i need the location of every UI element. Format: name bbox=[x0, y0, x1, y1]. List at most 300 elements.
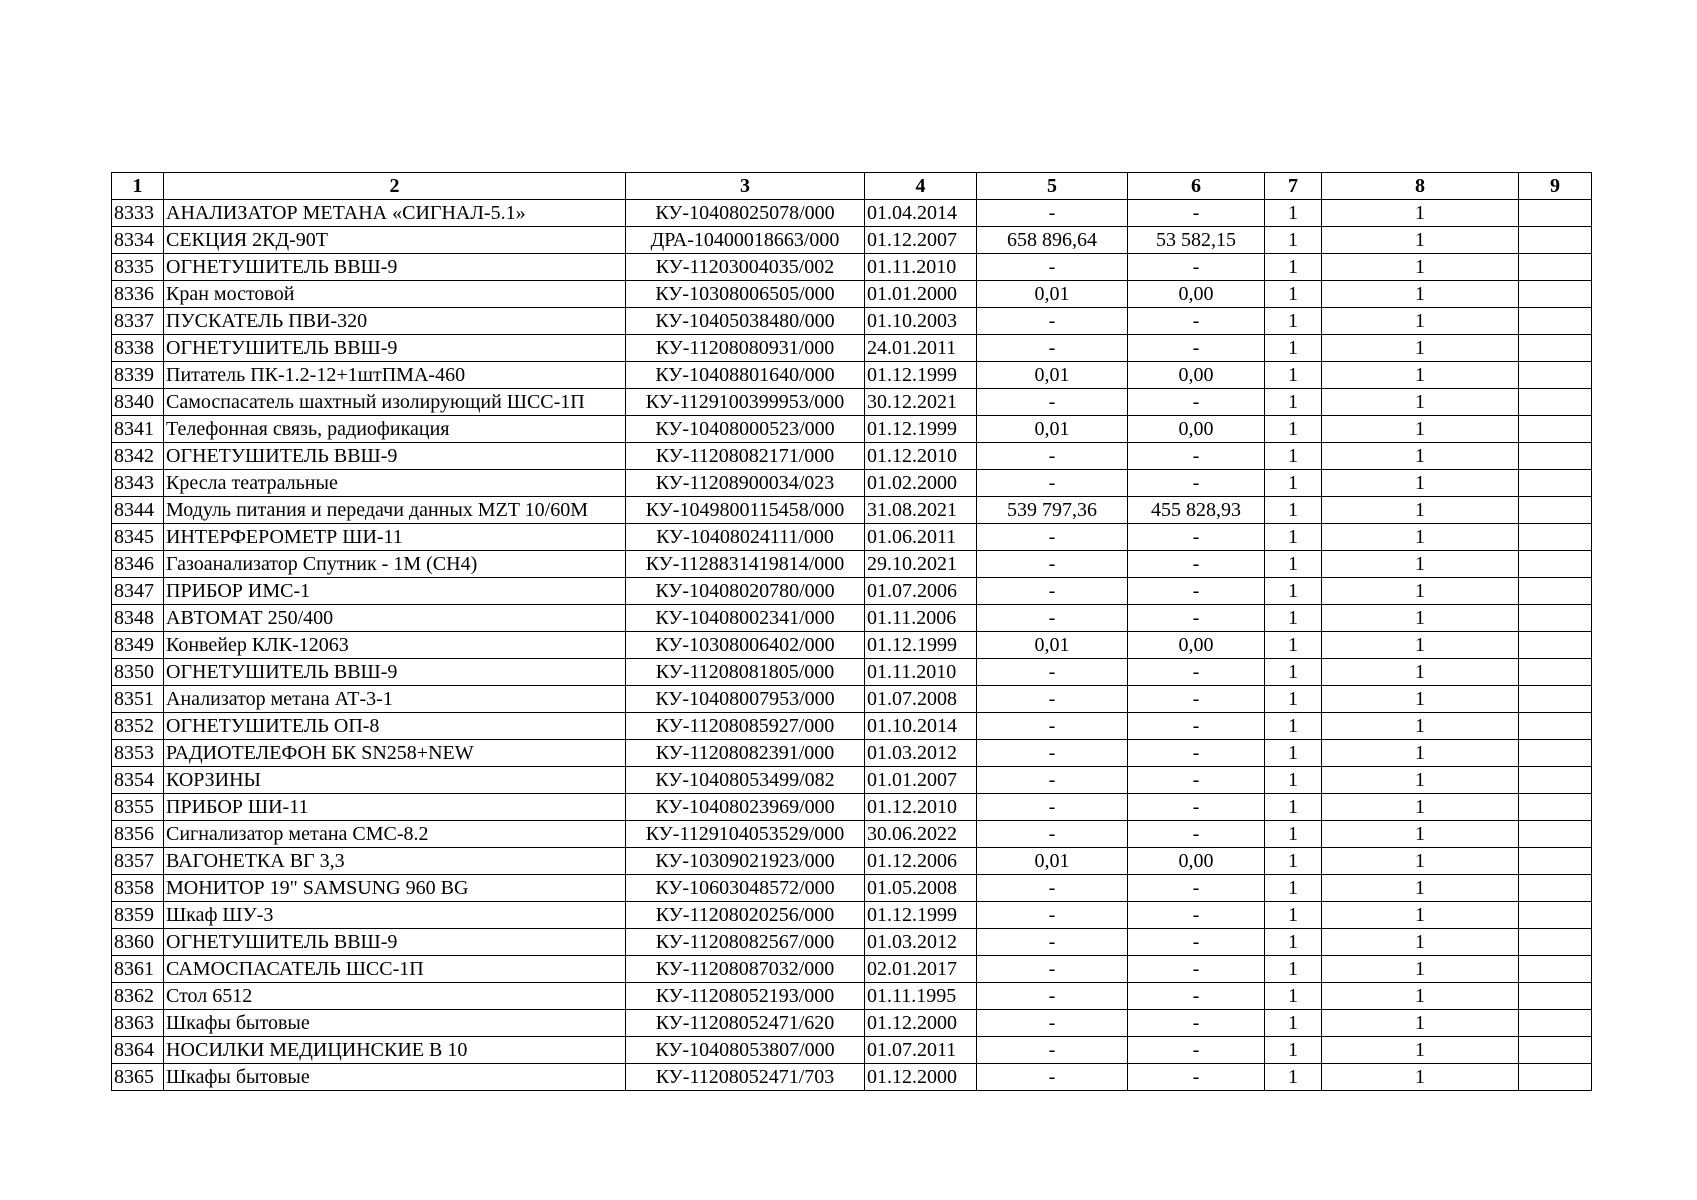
quantity-2-cell: 1 bbox=[1322, 578, 1519, 605]
residual-value-cell: - bbox=[1128, 875, 1265, 902]
item-name-cell: Конвейер КЛК-12063 bbox=[164, 632, 626, 659]
table-row bbox=[112, 848, 1592, 875]
quantity-1-cell: 1 bbox=[1265, 497, 1322, 524]
cost-cell: - bbox=[977, 254, 1128, 281]
table-row bbox=[112, 983, 1592, 1010]
item-name-cell: ПУСКАТЕЛЬ ПВИ-320 bbox=[164, 308, 626, 335]
date-cell: 01.12.2007 bbox=[865, 227, 977, 254]
quantity-1-cell: 1 bbox=[1265, 875, 1322, 902]
table-row bbox=[112, 362, 1592, 389]
cost-cell: - bbox=[977, 551, 1128, 578]
note-cell bbox=[1519, 659, 1592, 686]
date-cell: 01.12.2000 bbox=[865, 1064, 977, 1091]
date-cell: 01.12.2006 bbox=[865, 848, 977, 875]
cost-cell: - bbox=[977, 200, 1128, 227]
note-cell bbox=[1519, 767, 1592, 794]
inventory-number-cell: КУ-11208020256/000 bbox=[626, 902, 865, 929]
item-name-cell: ВАГОНЕТКА ВГ 3,3 bbox=[164, 848, 626, 875]
date-cell: 01.12.1999 bbox=[865, 632, 977, 659]
item-name-cell: ОГНЕТУШИТЕЛЬ ВВШ-9 bbox=[164, 254, 626, 281]
residual-value-cell: - bbox=[1128, 335, 1265, 362]
column-header-5: 5 bbox=[977, 173, 1128, 200]
table-row bbox=[112, 524, 1592, 551]
row-number-cell: 8335 bbox=[112, 254, 164, 281]
row-number-cell: 8360 bbox=[112, 929, 164, 956]
date-cell: 24.01.2011 bbox=[865, 335, 977, 362]
row-number-cell: 8361 bbox=[112, 956, 164, 983]
table-row bbox=[112, 956, 1592, 983]
row-number-cell: 8362 bbox=[112, 983, 164, 1010]
inventory-number-cell: КУ-10408007953/000 bbox=[626, 686, 865, 713]
residual-value-cell: 455 828,93 bbox=[1128, 497, 1265, 524]
item-name-cell: Шкафы бытовые bbox=[164, 1010, 626, 1037]
cost-cell: - bbox=[977, 524, 1128, 551]
inventory-number-cell: КУ-11208052471/620 bbox=[626, 1010, 865, 1037]
table-row bbox=[112, 740, 1592, 767]
residual-value-cell: - bbox=[1128, 1037, 1265, 1064]
inventory-number-cell: КУ-10308006402/000 bbox=[626, 632, 865, 659]
note-cell bbox=[1519, 416, 1592, 443]
inventory-number-cell: КУ-10408801640/000 bbox=[626, 362, 865, 389]
table-row bbox=[112, 200, 1592, 227]
row-number-cell: 8348 bbox=[112, 605, 164, 632]
date-cell: 01.12.1999 bbox=[865, 362, 977, 389]
note-cell bbox=[1519, 632, 1592, 659]
quantity-1-cell: 1 bbox=[1265, 767, 1322, 794]
row-number-cell: 8354 bbox=[112, 767, 164, 794]
inventory-number-cell: КУ-11208087032/000 bbox=[626, 956, 865, 983]
table-row bbox=[112, 605, 1592, 632]
row-number-cell: 8341 bbox=[112, 416, 164, 443]
quantity-1-cell: 1 bbox=[1265, 929, 1322, 956]
date-cell: 01.07.2008 bbox=[865, 686, 977, 713]
note-cell bbox=[1519, 875, 1592, 902]
cost-cell: - bbox=[977, 875, 1128, 902]
cost-cell: 0,01 bbox=[977, 416, 1128, 443]
table-row bbox=[112, 713, 1592, 740]
cost-cell: - bbox=[977, 335, 1128, 362]
row-number-cell: 8339 bbox=[112, 362, 164, 389]
header-row bbox=[112, 173, 1592, 200]
table-row bbox=[112, 497, 1592, 524]
note-cell bbox=[1519, 713, 1592, 740]
column-header-4: 4 bbox=[865, 173, 977, 200]
quantity-2-cell: 1 bbox=[1322, 848, 1519, 875]
cost-cell: - bbox=[977, 308, 1128, 335]
date-cell: 01.12.1999 bbox=[865, 902, 977, 929]
cost-cell: - bbox=[977, 821, 1128, 848]
table-body bbox=[112, 200, 1592, 1091]
residual-value-cell: 53 582,15 bbox=[1128, 227, 1265, 254]
table-row bbox=[112, 1064, 1592, 1091]
quantity-2-cell: 1 bbox=[1322, 929, 1519, 956]
row-number-cell: 8364 bbox=[112, 1037, 164, 1064]
note-cell bbox=[1519, 740, 1592, 767]
table-row bbox=[112, 281, 1592, 308]
column-header-1: 1 bbox=[112, 173, 164, 200]
quantity-2-cell: 1 bbox=[1322, 308, 1519, 335]
quantity-2-cell: 1 bbox=[1322, 335, 1519, 362]
item-name-cell: Стол 6512 bbox=[164, 983, 626, 1010]
residual-value-cell: - bbox=[1128, 254, 1265, 281]
date-cell: 01.01.2000 bbox=[865, 281, 977, 308]
quantity-2-cell: 1 bbox=[1322, 389, 1519, 416]
residual-value-cell: - bbox=[1128, 821, 1265, 848]
quantity-2-cell: 1 bbox=[1322, 200, 1519, 227]
note-cell bbox=[1519, 1010, 1592, 1037]
column-header-3: 3 bbox=[626, 173, 865, 200]
quantity-1-cell: 1 bbox=[1265, 983, 1322, 1010]
note-cell bbox=[1519, 524, 1592, 551]
row-number-cell: 8343 bbox=[112, 470, 164, 497]
note-cell bbox=[1519, 227, 1592, 254]
quantity-2-cell: 1 bbox=[1322, 524, 1519, 551]
item-name-cell: ОГНЕТУШИТЕЛЬ ВВШ-9 bbox=[164, 335, 626, 362]
item-name-cell: Анализатор метана АТ-3-1 bbox=[164, 686, 626, 713]
date-cell: 01.11.1995 bbox=[865, 983, 977, 1010]
quantity-1-cell: 1 bbox=[1265, 524, 1322, 551]
note-cell bbox=[1519, 821, 1592, 848]
date-cell: 01.06.2011 bbox=[865, 524, 977, 551]
row-number-cell: 8365 bbox=[112, 1064, 164, 1091]
cost-cell: - bbox=[977, 470, 1128, 497]
residual-value-cell: - bbox=[1128, 1010, 1265, 1037]
row-number-cell: 8340 bbox=[112, 389, 164, 416]
quantity-2-cell: 1 bbox=[1322, 902, 1519, 929]
note-cell bbox=[1519, 848, 1592, 875]
quantity-1-cell: 1 bbox=[1265, 605, 1322, 632]
date-cell: 29.10.2021 bbox=[865, 551, 977, 578]
table-row bbox=[112, 1037, 1592, 1064]
date-cell: 01.10.2003 bbox=[865, 308, 977, 335]
inventory-number-cell: КУ-11208085927/000 bbox=[626, 713, 865, 740]
table-row bbox=[112, 389, 1592, 416]
table-row bbox=[112, 902, 1592, 929]
item-name-cell: КОРЗИНЫ bbox=[164, 767, 626, 794]
row-number-cell: 8353 bbox=[112, 740, 164, 767]
table-row bbox=[112, 794, 1592, 821]
quantity-2-cell: 1 bbox=[1322, 1010, 1519, 1037]
note-cell bbox=[1519, 902, 1592, 929]
note-cell bbox=[1519, 362, 1592, 389]
item-name-cell: МОНИТОР 19" SAMSUNG 960 BG bbox=[164, 875, 626, 902]
table-row bbox=[112, 254, 1592, 281]
row-number-cell: 8351 bbox=[112, 686, 164, 713]
quantity-1-cell: 1 bbox=[1265, 254, 1322, 281]
inventory-number-cell: КУ-10603048572/000 bbox=[626, 875, 865, 902]
item-name-cell: Сигнализатор метана СМС-8.2 bbox=[164, 821, 626, 848]
item-name-cell: ИНТЕРФЕРОМЕТР ШИ-11 bbox=[164, 524, 626, 551]
row-number-cell: 8359 bbox=[112, 902, 164, 929]
row-number-cell: 8363 bbox=[112, 1010, 164, 1037]
row-number-cell: 8350 bbox=[112, 659, 164, 686]
row-number-cell: 8344 bbox=[112, 497, 164, 524]
inventory-number-cell: КУ-10408000523/000 bbox=[626, 416, 865, 443]
quantity-2-cell: 1 bbox=[1322, 1037, 1519, 1064]
date-cell: 30.12.2021 bbox=[865, 389, 977, 416]
quantity-1-cell: 1 bbox=[1265, 416, 1322, 443]
column-header-6: 6 bbox=[1128, 173, 1265, 200]
column-header-8: 8 bbox=[1322, 173, 1519, 200]
inventory-number-cell: КУ-11208082391/000 bbox=[626, 740, 865, 767]
inventory-number-cell: КУ-10408023969/000 bbox=[626, 794, 865, 821]
row-number-cell: 8357 bbox=[112, 848, 164, 875]
inventory-number-cell: КУ-10308006505/000 bbox=[626, 281, 865, 308]
item-name-cell: Шкаф ШУ-3 bbox=[164, 902, 626, 929]
date-cell: 01.02.2000 bbox=[865, 470, 977, 497]
note-cell bbox=[1519, 470, 1592, 497]
quantity-1-cell: 1 bbox=[1265, 902, 1322, 929]
inventory-number-cell: КУ-11208900034/023 bbox=[626, 470, 865, 497]
table-row bbox=[112, 416, 1592, 443]
inventory-number-cell: КУ-11208080931/000 bbox=[626, 335, 865, 362]
item-name-cell: Телефонная связь, радиофикация bbox=[164, 416, 626, 443]
note-cell bbox=[1519, 308, 1592, 335]
quantity-1-cell: 1 bbox=[1265, 551, 1322, 578]
residual-value-cell: - bbox=[1128, 956, 1265, 983]
quantity-1-cell: 1 bbox=[1265, 794, 1322, 821]
note-cell bbox=[1519, 794, 1592, 821]
inventory-number-cell: КУ-10408025078/000 bbox=[626, 200, 865, 227]
residual-value-cell: - bbox=[1128, 308, 1265, 335]
item-name-cell: Питатель ПК-1.2-12+1штПМА-460 bbox=[164, 362, 626, 389]
inventory-number-cell: КУ-10408024111/000 bbox=[626, 524, 865, 551]
quantity-2-cell: 1 bbox=[1322, 794, 1519, 821]
note-cell bbox=[1519, 956, 1592, 983]
residual-value-cell: - bbox=[1128, 578, 1265, 605]
inventory-number-cell: КУ-10408053499/082 bbox=[626, 767, 865, 794]
cost-cell: 0,01 bbox=[977, 362, 1128, 389]
quantity-1-cell: 1 bbox=[1265, 443, 1322, 470]
residual-value-cell: 0,00 bbox=[1128, 281, 1265, 308]
table-row bbox=[112, 335, 1592, 362]
quantity-2-cell: 1 bbox=[1322, 686, 1519, 713]
quantity-2-cell: 1 bbox=[1322, 551, 1519, 578]
item-name-cell: Шкафы бытовые bbox=[164, 1064, 626, 1091]
note-cell bbox=[1519, 578, 1592, 605]
row-number-cell: 8342 bbox=[112, 443, 164, 470]
residual-value-cell: - bbox=[1128, 767, 1265, 794]
quantity-2-cell: 1 bbox=[1322, 254, 1519, 281]
inventory-number-cell: КУ-1128831419814/000 bbox=[626, 551, 865, 578]
cost-cell: - bbox=[977, 794, 1128, 821]
cost-cell: - bbox=[977, 1037, 1128, 1064]
note-cell bbox=[1519, 281, 1592, 308]
item-name-cell: ОГНЕТУШИТЕЛЬ ВВШ-9 bbox=[164, 929, 626, 956]
residual-value-cell: 0,00 bbox=[1128, 632, 1265, 659]
table-row bbox=[112, 470, 1592, 497]
quantity-1-cell: 1 bbox=[1265, 848, 1322, 875]
item-name-cell: АНАЛИЗАТОР МЕТАНА «СИГНАЛ-5.1» bbox=[164, 200, 626, 227]
cost-cell: - bbox=[977, 443, 1128, 470]
note-cell bbox=[1519, 551, 1592, 578]
inventory-number-cell: КУ-10405038480/000 bbox=[626, 308, 865, 335]
quantity-1-cell: 1 bbox=[1265, 632, 1322, 659]
residual-value-cell: - bbox=[1128, 470, 1265, 497]
quantity-1-cell: 1 bbox=[1265, 1037, 1322, 1064]
note-cell bbox=[1519, 497, 1592, 524]
inventory-number-cell: КУ-10408020780/000 bbox=[626, 578, 865, 605]
cost-cell: 0,01 bbox=[977, 281, 1128, 308]
date-cell: 01.11.2006 bbox=[865, 605, 977, 632]
quantity-1-cell: 1 bbox=[1265, 1010, 1322, 1037]
date-cell: 01.07.2006 bbox=[865, 578, 977, 605]
cost-cell: - bbox=[977, 389, 1128, 416]
row-number-cell: 8356 bbox=[112, 821, 164, 848]
cost-cell: 658 896,64 bbox=[977, 227, 1128, 254]
note-cell bbox=[1519, 1064, 1592, 1091]
cost-cell: 539 797,36 bbox=[977, 497, 1128, 524]
table-row bbox=[112, 227, 1592, 254]
table-row bbox=[112, 578, 1592, 605]
inventory-number-cell: КУ-11208052471/703 bbox=[626, 1064, 865, 1091]
quantity-2-cell: 1 bbox=[1322, 416, 1519, 443]
table-row bbox=[112, 659, 1592, 686]
cost-cell: - bbox=[977, 659, 1128, 686]
cost-cell: - bbox=[977, 956, 1128, 983]
inventory-table bbox=[111, 172, 1592, 1091]
quantity-1-cell: 1 bbox=[1265, 740, 1322, 767]
cost-cell: - bbox=[977, 929, 1128, 956]
row-number-cell: 8347 bbox=[112, 578, 164, 605]
item-name-cell: АВТОМАТ 250/400 bbox=[164, 605, 626, 632]
row-number-cell: 8358 bbox=[112, 875, 164, 902]
quantity-1-cell: 1 bbox=[1265, 227, 1322, 254]
inventory-number-cell: КУ-11208081805/000 bbox=[626, 659, 865, 686]
table-row bbox=[112, 308, 1592, 335]
note-cell bbox=[1519, 1037, 1592, 1064]
date-cell: 01.11.2010 bbox=[865, 254, 977, 281]
quantity-1-cell: 1 bbox=[1265, 308, 1322, 335]
cost-cell: - bbox=[977, 1064, 1128, 1091]
quantity-1-cell: 1 bbox=[1265, 200, 1322, 227]
inventory-number-cell: ДРА-10400018663/000 bbox=[626, 227, 865, 254]
item-name-cell: РАДИОТЕЛЕФОН БК SN258+NEW bbox=[164, 740, 626, 767]
item-name-cell: ПРИБОР ИМС-1 bbox=[164, 578, 626, 605]
item-name-cell: ПРИБОР ШИ-11 bbox=[164, 794, 626, 821]
residual-value-cell: - bbox=[1128, 902, 1265, 929]
residual-value-cell: - bbox=[1128, 1064, 1265, 1091]
residual-value-cell: - bbox=[1128, 605, 1265, 632]
note-cell bbox=[1519, 335, 1592, 362]
quantity-2-cell: 1 bbox=[1322, 767, 1519, 794]
item-name-cell: ОГНЕТУШИТЕЛЬ ОП-8 bbox=[164, 713, 626, 740]
quantity-2-cell: 1 bbox=[1322, 983, 1519, 1010]
quantity-1-cell: 1 bbox=[1265, 281, 1322, 308]
date-cell: 01.12.2010 bbox=[865, 443, 977, 470]
cost-cell: - bbox=[977, 767, 1128, 794]
inventory-number-cell: КУ-11208082567/000 bbox=[626, 929, 865, 956]
quantity-1-cell: 1 bbox=[1265, 821, 1322, 848]
inventory-number-cell: КУ-11203004035/002 bbox=[626, 254, 865, 281]
table-row bbox=[112, 875, 1592, 902]
note-cell bbox=[1519, 605, 1592, 632]
date-cell: 01.10.2014 bbox=[865, 713, 977, 740]
row-number-cell: 8346 bbox=[112, 551, 164, 578]
quantity-2-cell: 1 bbox=[1322, 362, 1519, 389]
residual-value-cell: - bbox=[1128, 200, 1265, 227]
date-cell: 01.07.2011 bbox=[865, 1037, 977, 1064]
row-number-cell: 8345 bbox=[112, 524, 164, 551]
quantity-1-cell: 1 bbox=[1265, 686, 1322, 713]
row-number-cell: 8334 bbox=[112, 227, 164, 254]
inventory-number-cell: КУ-1049800115458/000 bbox=[626, 497, 865, 524]
quantity-2-cell: 1 bbox=[1322, 659, 1519, 686]
column-header-2: 2 bbox=[164, 173, 626, 200]
table-row bbox=[112, 767, 1592, 794]
quantity-2-cell: 1 bbox=[1322, 632, 1519, 659]
residual-value-cell: - bbox=[1128, 713, 1265, 740]
cost-cell: - bbox=[977, 1010, 1128, 1037]
cost-cell: 0,01 bbox=[977, 632, 1128, 659]
residual-value-cell: - bbox=[1128, 794, 1265, 821]
row-number-cell: 8355 bbox=[112, 794, 164, 821]
quantity-2-cell: 1 bbox=[1322, 227, 1519, 254]
residual-value-cell: 0,00 bbox=[1128, 362, 1265, 389]
note-cell bbox=[1519, 929, 1592, 956]
item-name-cell: Кресла театральные bbox=[164, 470, 626, 497]
row-number-cell: 8333 bbox=[112, 200, 164, 227]
inventory-number-cell: КУ-10309021923/000 bbox=[626, 848, 865, 875]
cost-cell: - bbox=[977, 902, 1128, 929]
column-header-7: 7 bbox=[1265, 173, 1322, 200]
cost-cell: - bbox=[977, 983, 1128, 1010]
cost-cell: - bbox=[977, 578, 1128, 605]
quantity-2-cell: 1 bbox=[1322, 875, 1519, 902]
item-name-cell: ОГНЕТУШИТЕЛЬ ВВШ-9 bbox=[164, 443, 626, 470]
item-name-cell: Самоспасатель шахтный изолирующий ШСС-1П bbox=[164, 389, 626, 416]
quantity-1-cell: 1 bbox=[1265, 956, 1322, 983]
quantity-2-cell: 1 bbox=[1322, 605, 1519, 632]
item-name-cell: НОСИЛКИ МЕДИЦИНСКИЕ В 10 bbox=[164, 1037, 626, 1064]
date-cell: 01.01.2007 bbox=[865, 767, 977, 794]
row-number-cell: 8338 bbox=[112, 335, 164, 362]
quantity-2-cell: 1 bbox=[1322, 470, 1519, 497]
date-cell: 01.12.2000 bbox=[865, 1010, 977, 1037]
residual-value-cell: - bbox=[1128, 983, 1265, 1010]
residual-value-cell: - bbox=[1128, 524, 1265, 551]
residual-value-cell: - bbox=[1128, 929, 1265, 956]
table-row bbox=[112, 821, 1592, 848]
table-row bbox=[112, 1010, 1592, 1037]
cost-cell: - bbox=[977, 686, 1128, 713]
table-row bbox=[112, 443, 1592, 470]
inventory-number-cell: КУ-11208082171/000 bbox=[626, 443, 865, 470]
quantity-2-cell: 1 bbox=[1322, 821, 1519, 848]
inventory-number-cell: КУ-10408053807/000 bbox=[626, 1037, 865, 1064]
quantity-2-cell: 1 bbox=[1322, 443, 1519, 470]
quantity-1-cell: 1 bbox=[1265, 578, 1322, 605]
quantity-1-cell: 1 bbox=[1265, 470, 1322, 497]
quantity-1-cell: 1 bbox=[1265, 659, 1322, 686]
item-name-cell: САМОСПАСАТЕЛЬ ШСС-1П bbox=[164, 956, 626, 983]
quantity-2-cell: 1 bbox=[1322, 281, 1519, 308]
date-cell: 01.03.2012 bbox=[865, 929, 977, 956]
date-cell: 31.08.2021 bbox=[865, 497, 977, 524]
cost-cell: - bbox=[977, 713, 1128, 740]
residual-value-cell: - bbox=[1128, 551, 1265, 578]
cost-cell: 0,01 bbox=[977, 848, 1128, 875]
cost-cell: - bbox=[977, 740, 1128, 767]
note-cell bbox=[1519, 254, 1592, 281]
item-name-cell: Модуль питания и передачи данных MZT 10/60M bbox=[164, 497, 626, 524]
quantity-2-cell: 1 bbox=[1322, 956, 1519, 983]
quantity-2-cell: 1 bbox=[1322, 740, 1519, 767]
residual-value-cell: - bbox=[1128, 686, 1265, 713]
column-header-9: 9 bbox=[1519, 173, 1592, 200]
date-cell: 01.04.2014 bbox=[865, 200, 977, 227]
item-name-cell: СЕКЦИЯ 2КД-90Т bbox=[164, 227, 626, 254]
